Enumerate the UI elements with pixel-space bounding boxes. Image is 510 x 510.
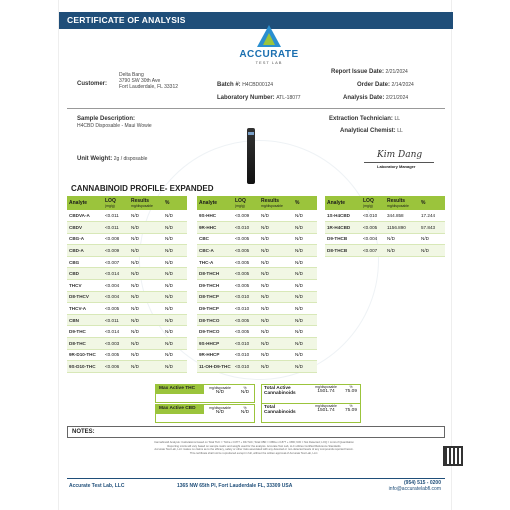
max-thc-unit: mg/disposable bbox=[209, 386, 231, 390]
result-cell: N/D bbox=[259, 361, 293, 373]
result-cell: N/D bbox=[259, 280, 293, 292]
analyte-cell: CBC-A bbox=[197, 245, 233, 257]
loq-cell: <0.005 bbox=[233, 233, 259, 245]
percent-cell: 17.244 bbox=[419, 210, 445, 222]
fine-print bbox=[79, 441, 429, 455]
table-row bbox=[67, 303, 187, 315]
loq-cell: <0.006 bbox=[103, 361, 129, 373]
customer-line: Fort Lauderdale, FL 33312 bbox=[119, 84, 179, 90]
table-row bbox=[197, 349, 317, 361]
total-value: 1501.74 bbox=[317, 408, 335, 413]
loq-cell: <0.004 bbox=[361, 233, 385, 245]
total-active-pct-label: % bbox=[349, 385, 353, 389]
table-row bbox=[67, 314, 187, 326]
analyte-cell: 1R-H4CBD bbox=[325, 222, 361, 234]
percent-cell: N/D bbox=[163, 222, 187, 234]
percent-cell: N/D bbox=[293, 268, 317, 280]
percent-cell: N/D bbox=[293, 361, 317, 373]
extraction-tech-label: Extraction Technician: bbox=[329, 116, 393, 122]
loq-cell: <0.010 bbox=[361, 210, 385, 222]
result-cell: N/D bbox=[129, 210, 163, 222]
analyte-cell: CBD-A bbox=[67, 245, 103, 257]
max-cbd-label: Max Active CBD bbox=[156, 405, 204, 414]
max-thc-label: Max Active THC bbox=[156, 385, 204, 394]
loq-cell: <0.003 bbox=[103, 338, 129, 350]
result-cell: N/D bbox=[259, 233, 293, 245]
footer-contact bbox=[389, 481, 441, 492]
total-active-label: Total Active Cannabinoids bbox=[264, 386, 296, 396]
loq-cell: <0.009 bbox=[103, 245, 129, 257]
result-cell: N/D bbox=[129, 338, 163, 350]
col-loq bbox=[361, 196, 385, 210]
product-image bbox=[247, 128, 255, 184]
result-cell: N/D bbox=[259, 268, 293, 280]
percent-cell: N/D bbox=[163, 268, 187, 280]
fine-print-line: Cannabinoid Analysis: Calculations based on Total THC = THCa x 0.877 + D9-THC; Total CBD = CBDa x 0.877 + CBD; N/D = Not Detected; LOQ = Limit of Quantitation bbox=[154, 441, 354, 444]
result-cell: 344.858 bbox=[385, 210, 419, 222]
analyte-cell: D9-THC bbox=[67, 326, 103, 338]
table-row bbox=[325, 245, 445, 257]
company-logo bbox=[229, 24, 309, 65]
total-active-value: 1501.74 bbox=[317, 389, 335, 394]
analyte-cell: D8-THCB bbox=[325, 245, 361, 257]
max-cbd-box bbox=[155, 404, 255, 423]
signature-title: Laboratory Manager bbox=[377, 164, 416, 169]
col-results bbox=[129, 196, 163, 210]
percent-cell: N/D bbox=[163, 338, 187, 350]
col-loq-unit: (mg/g) bbox=[105, 204, 115, 208]
sample-value: H4CBD Disposable - Maui Wowie bbox=[77, 123, 152, 129]
col-loq-unit: (mg/g) bbox=[235, 204, 245, 208]
col-pct: % bbox=[293, 196, 317, 210]
analyte-cell: 9R-HHCP bbox=[197, 349, 233, 361]
result-cell: N/D bbox=[129, 291, 163, 303]
loq-cell: <0.005 bbox=[233, 256, 259, 268]
col-loq-label: LOQ bbox=[105, 198, 116, 204]
percent-cell: N/D bbox=[293, 245, 317, 257]
totals-box bbox=[261, 384, 361, 423]
percent-cell: N/D bbox=[163, 349, 187, 361]
table-row bbox=[67, 222, 187, 234]
percent-cell: N/D bbox=[293, 210, 317, 222]
loq-cell: <0.005 bbox=[103, 303, 129, 315]
logo-triangle-icon bbox=[256, 24, 282, 48]
table-row bbox=[197, 245, 317, 257]
signature: Kim Dang bbox=[377, 150, 423, 160]
col-loq-label: LOQ bbox=[363, 198, 374, 204]
analyte-cell: 1S-H4CBD bbox=[325, 210, 361, 222]
percent-cell: N/D bbox=[163, 280, 187, 292]
fine-print-line: Reporting Limits will vary based on sample matrix and weight used for the analysis. Accurate Test Lab, LLC utilizes Certified Reference Standards bbox=[167, 444, 341, 448]
table-row bbox=[197, 233, 317, 245]
analyte-cell: CBDVA-A bbox=[67, 210, 103, 222]
analyte-cell: THC-A bbox=[197, 256, 233, 268]
analyte-cell: D8-THCH bbox=[197, 268, 233, 280]
analyte-cell: D9-THCO bbox=[197, 326, 233, 338]
loq-cell: <0.004 bbox=[103, 291, 129, 303]
table-header bbox=[325, 196, 445, 210]
analyte-cell: CBN bbox=[67, 314, 103, 326]
result-cell: N/D bbox=[259, 256, 293, 268]
result-cell: N/D bbox=[129, 326, 163, 338]
percent-cell: N/D bbox=[163, 291, 187, 303]
max-cbd-unit: mg/disposable bbox=[209, 406, 231, 410]
percent-cell: N/D bbox=[419, 245, 445, 257]
result-cell: N/D bbox=[129, 233, 163, 245]
table-row bbox=[67, 256, 187, 268]
lab-number-value: ATL-18077 bbox=[276, 95, 301, 101]
loq-cell: <0.005 bbox=[233, 280, 259, 292]
footer bbox=[67, 478, 445, 492]
loq-cell: <0.014 bbox=[103, 268, 129, 280]
percent-cell: 57.843 bbox=[419, 222, 445, 234]
col-loq bbox=[103, 196, 129, 210]
result-cell: N/D bbox=[259, 291, 293, 303]
max-cbd-pct-label: % bbox=[243, 406, 247, 410]
report-date-value: 2/21/2024 bbox=[385, 69, 408, 75]
result-cell: N/D bbox=[259, 245, 293, 257]
analysis-date-value: 2/21/2024 bbox=[385, 95, 409, 101]
chemist-label: Analytical Chemist: bbox=[340, 128, 396, 134]
result-cell: N/D bbox=[129, 268, 163, 280]
result-cell: N/D bbox=[129, 245, 163, 257]
lab-number-field bbox=[217, 95, 301, 101]
table-row bbox=[197, 314, 317, 326]
percent-cell: N/D bbox=[163, 210, 187, 222]
percent-cell: N/D bbox=[293, 233, 317, 245]
result-cell: N/D bbox=[259, 349, 293, 361]
fine-print-line: This certificate shall not be reproduced except in full, without the written approval of Accurate Test Lab, LLC. bbox=[189, 451, 319, 455]
table-row bbox=[67, 233, 187, 245]
loq-cell: <0.010 bbox=[233, 303, 259, 315]
max-thc-pct: N/D bbox=[240, 390, 250, 395]
col-pct: % bbox=[419, 196, 445, 210]
percent-cell: N/D bbox=[419, 233, 445, 245]
loq-cell: <0.005 bbox=[233, 326, 259, 338]
total-pct-label: % bbox=[349, 404, 353, 408]
loq-cell: <0.005 bbox=[233, 245, 259, 257]
analyte-cell: CBC bbox=[197, 233, 233, 245]
result-cell: N/D bbox=[129, 256, 163, 268]
table-row bbox=[67, 361, 187, 373]
certificate-banner: CERTIFICATE OF ANALYSIS bbox=[59, 12, 453, 29]
batch-label: Batch #: bbox=[217, 82, 241, 88]
footer-company: Accurate Test Lab, LLC bbox=[69, 483, 125, 489]
analyte-cell: D8-THCV bbox=[67, 291, 103, 303]
qr-code-icon bbox=[443, 446, 463, 466]
result-cell: N/D bbox=[129, 361, 163, 373]
col-pct: % bbox=[163, 196, 187, 210]
analyte-cell: CBD bbox=[67, 268, 103, 280]
customer-address bbox=[119, 72, 178, 90]
loq-cell: <0.007 bbox=[103, 256, 129, 268]
lab-number-label: Laboratory Number: bbox=[217, 95, 275, 101]
result-cell: N/D bbox=[259, 326, 293, 338]
table-row bbox=[197, 256, 317, 268]
batch-field bbox=[217, 82, 273, 88]
chemist-value: LL bbox=[397, 128, 403, 134]
footer-email: info@accuratelabfl.com bbox=[388, 485, 441, 492]
unit-weight-field bbox=[77, 156, 147, 162]
total-unit: mg/disposable bbox=[315, 404, 337, 408]
report-date-label: Report Issue Date: bbox=[331, 69, 385, 75]
chemist-field bbox=[340, 128, 403, 134]
table-row bbox=[325, 233, 445, 245]
loq-cell: <0.007 bbox=[361, 245, 385, 257]
total-label: Total Cannabinoids bbox=[264, 405, 296, 415]
footer-phone: (954) 515 - 0200 bbox=[404, 480, 441, 486]
total-pct: 75.09 bbox=[344, 408, 357, 413]
loq-cell: <0.005 bbox=[103, 349, 129, 361]
table-row bbox=[197, 291, 317, 303]
table-row bbox=[197, 222, 317, 234]
percent-cell: N/D bbox=[163, 314, 187, 326]
result-cell: N/D bbox=[259, 314, 293, 326]
cannabinoid-table-2 bbox=[197, 196, 317, 373]
order-date-field bbox=[357, 82, 414, 88]
result-cell: N/D bbox=[129, 222, 163, 234]
notes-label: NOTES: bbox=[72, 429, 95, 435]
percent-cell: N/D bbox=[163, 361, 187, 373]
table-header bbox=[197, 196, 317, 210]
analyte-cell: D8-THCP bbox=[197, 291, 233, 303]
col-results bbox=[385, 196, 419, 210]
extraction-tech-field bbox=[329, 116, 400, 122]
result-cell: N/D bbox=[259, 338, 293, 350]
table-row bbox=[67, 210, 187, 222]
loq-cell: <0.010 bbox=[233, 349, 259, 361]
max-thc-box bbox=[155, 384, 255, 403]
divider bbox=[67, 108, 445, 109]
loq-cell: <0.005 bbox=[233, 268, 259, 280]
analyte-cell: 9R-HHC bbox=[197, 222, 233, 234]
loq-cell: <0.011 bbox=[103, 314, 129, 326]
table-row bbox=[197, 303, 317, 315]
table-row bbox=[67, 245, 187, 257]
col-results-label: Results bbox=[131, 198, 150, 204]
col-results-label: Results bbox=[387, 198, 406, 204]
table-row bbox=[197, 338, 317, 350]
fine-print-line: Accurate Test Lab, LLC makes no claims as to the efficacy, safety or other risks associated with any detected or non-detected levels of any compounds reported herein. bbox=[154, 448, 354, 451]
analysis-date-label: Analysis Date: bbox=[343, 95, 385, 101]
analyte-cell: THCV-A bbox=[67, 303, 103, 315]
analyte-cell: CBG bbox=[67, 256, 103, 268]
report-date-field bbox=[331, 69, 408, 75]
percent-cell: N/D bbox=[163, 256, 187, 268]
percent-cell: N/D bbox=[293, 349, 317, 361]
analyte-cell: THCV bbox=[67, 280, 103, 292]
sample-description bbox=[77, 116, 152, 129]
customer-label: Customer: bbox=[77, 81, 108, 87]
table-row bbox=[325, 210, 445, 222]
loq-cell: <0.010 bbox=[233, 361, 259, 373]
analyte-cell: 9S-D10-THC bbox=[67, 361, 103, 373]
loq-cell: <0.004 bbox=[103, 280, 129, 292]
logo-subtitle: TEST LAB bbox=[255, 60, 283, 65]
col-analyte: Analyte bbox=[325, 196, 361, 210]
percent-cell: N/D bbox=[293, 291, 317, 303]
percent-cell: N/D bbox=[293, 326, 317, 338]
loq-cell: <0.011 bbox=[103, 210, 129, 222]
percent-cell: N/D bbox=[293, 222, 317, 234]
extraction-tech-value: LL bbox=[394, 116, 400, 122]
max-thc-pct-label: % bbox=[243, 386, 247, 390]
customer-line: 3790 SW 30th Ave bbox=[119, 78, 161, 84]
analyte-cell: CBG-A bbox=[67, 233, 103, 245]
max-cbd-pct: N/D bbox=[240, 410, 250, 415]
percent-cell: N/D bbox=[163, 303, 187, 315]
percent-cell: N/D bbox=[293, 303, 317, 315]
table-row bbox=[197, 268, 317, 280]
footer-address: 1365 NW 65th Pl, Fort Lauderdale FL, 33309 USA bbox=[177, 483, 293, 489]
loq-cell: <0.008 bbox=[103, 233, 129, 245]
analyte-cell: D8-THC bbox=[67, 338, 103, 350]
table-row bbox=[197, 326, 317, 338]
result-cell: 1156.890 bbox=[385, 222, 419, 234]
analyte-cell: 9R-D10-THC bbox=[67, 349, 103, 361]
result-cell: N/D bbox=[129, 314, 163, 326]
percent-cell: N/D bbox=[293, 256, 317, 268]
analyte-cell: D8-THCO bbox=[197, 314, 233, 326]
table-row bbox=[67, 349, 187, 361]
table-row bbox=[197, 280, 317, 292]
loq-cell: <0.005 bbox=[361, 222, 385, 234]
customer-block bbox=[77, 81, 107, 87]
batch-value: H4CBD00124 bbox=[242, 82, 274, 88]
analyte-cell: D9-THCP bbox=[197, 303, 233, 315]
col-results-label: Results bbox=[261, 198, 280, 204]
order-date-label: Order Date: bbox=[357, 82, 391, 88]
percent-cell: N/D bbox=[293, 338, 317, 350]
customer-line: Delta Bang bbox=[119, 72, 144, 78]
col-loq bbox=[233, 196, 259, 210]
unit-weight-value: 2g / disposable bbox=[113, 156, 148, 162]
sample-label: Sample Description: bbox=[77, 116, 136, 122]
analyte-cell: D9-THCB bbox=[325, 233, 361, 245]
loq-cell: <0.009 bbox=[233, 210, 259, 222]
table-row bbox=[197, 361, 317, 373]
signature-line bbox=[364, 162, 434, 163]
analyte-cell: 9S-HHC bbox=[197, 210, 233, 222]
percent-cell: N/D bbox=[163, 326, 187, 338]
order-date-value: 2/14/2024 bbox=[391, 82, 414, 88]
cannabinoid-table-1 bbox=[67, 196, 187, 373]
total-active-unit: mg/disposable bbox=[315, 385, 337, 389]
col-results bbox=[259, 196, 293, 210]
percent-cell: N/D bbox=[163, 245, 187, 257]
col-results-unit: mg/disposable bbox=[261, 204, 283, 208]
table-header bbox=[67, 196, 187, 210]
coa-document bbox=[58, 0, 452, 510]
loq-cell: <0.010 bbox=[233, 291, 259, 303]
result-cell: N/D bbox=[259, 303, 293, 315]
col-loq-label: LOQ bbox=[235, 198, 246, 204]
loq-cell: <0.010 bbox=[233, 222, 259, 234]
col-results-unit: mg/disposable bbox=[387, 204, 409, 208]
max-cbd-value: N/D bbox=[215, 410, 225, 415]
table-row bbox=[325, 222, 445, 234]
result-cell: N/D bbox=[385, 233, 419, 245]
table-row bbox=[67, 291, 187, 303]
analyte-cell: CBDV bbox=[67, 222, 103, 234]
result-cell: N/D bbox=[129, 303, 163, 315]
col-analyte: Analyte bbox=[197, 196, 233, 210]
result-cell: N/D bbox=[385, 245, 419, 257]
result-cell: N/D bbox=[259, 210, 293, 222]
analyte-cell: 9S-HHCP bbox=[197, 338, 233, 350]
result-cell: N/D bbox=[129, 349, 163, 361]
analyte-cell: D9-THCH bbox=[197, 280, 233, 292]
col-loq-unit: (mg/g) bbox=[363, 204, 373, 208]
col-analyte: Analyte bbox=[67, 196, 103, 210]
analysis-date-field bbox=[343, 95, 408, 101]
max-thc-value: N/D bbox=[215, 390, 225, 395]
loq-cell: <0.010 bbox=[233, 338, 259, 350]
table-row bbox=[67, 338, 187, 350]
loq-cell: <0.014 bbox=[103, 326, 129, 338]
percent-cell: N/D bbox=[293, 280, 317, 292]
table-row bbox=[67, 280, 187, 292]
result-cell: N/D bbox=[129, 280, 163, 292]
analyte-cell: 11-OH-D9-THC bbox=[197, 361, 233, 373]
cannabinoid-table-3 bbox=[325, 196, 445, 257]
notes-box bbox=[67, 426, 445, 438]
section-title: CANNABINOID PROFILE- EXPANDED bbox=[71, 184, 214, 193]
logo-name: ACCURATE bbox=[239, 49, 299, 60]
result-cell: N/D bbox=[259, 222, 293, 234]
table-row bbox=[67, 326, 187, 338]
loq-cell: <0.005 bbox=[233, 314, 259, 326]
col-results-unit: mg/disposable bbox=[131, 204, 153, 208]
percent-cell: N/D bbox=[163, 233, 187, 245]
table-row bbox=[197, 210, 317, 222]
unit-weight-label: Unit Weight: bbox=[77, 156, 113, 162]
total-active-pct: 75.09 bbox=[344, 389, 357, 394]
table-row bbox=[67, 268, 187, 280]
loq-cell: <0.011 bbox=[103, 222, 129, 234]
percent-cell: N/D bbox=[293, 314, 317, 326]
